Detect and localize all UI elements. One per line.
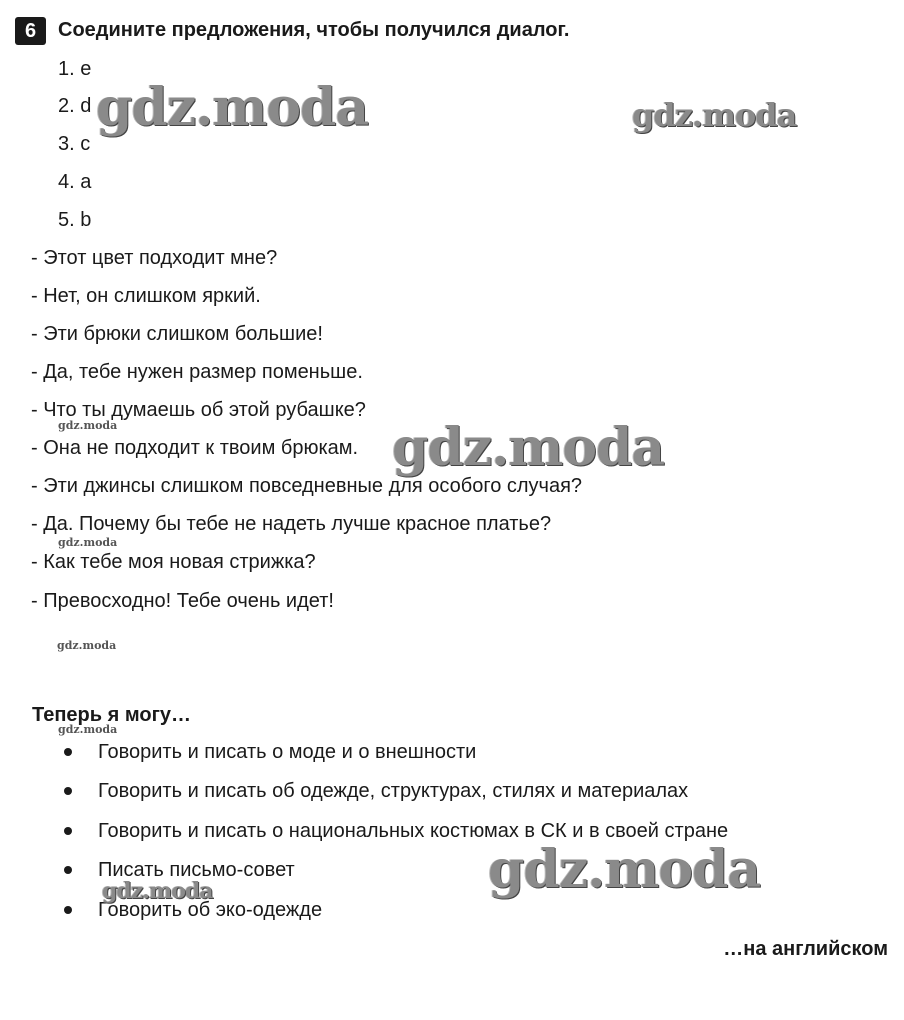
dialogue-line: - Она не подходит к твоим брюкам. <box>31 437 359 459</box>
skill-item: Говорить об эко-одежде <box>98 899 323 921</box>
dialogue-line: - Что ты думаешь об этой рубашке? <box>31 399 366 421</box>
bullet-icon <box>64 748 72 756</box>
watermark-logo: gdz.moda <box>392 417 665 478</box>
dialogue-line: - Нет, он слишком яркий. <box>31 285 261 307</box>
answer-item: 3. c <box>58 133 91 155</box>
exercise-title: Соедините предложения, чтобы получился диалог. <box>58 19 570 41</box>
bullet-icon <box>64 906 72 914</box>
watermark-logo: gdz.moda <box>96 77 369 138</box>
now-i-can-heading: Теперь я могу… <box>32 704 192 726</box>
bullet-icon <box>64 787 72 795</box>
bullet-icon <box>64 866 72 874</box>
answer-item: 5. b <box>58 209 92 231</box>
answer-item: 1. e <box>58 58 92 80</box>
watermark-logo: gdz.moda <box>632 96 797 134</box>
watermark-logo: gdz.moda <box>58 419 118 432</box>
dialogue-line: - Как тебе моя новая стрижка? <box>31 551 316 573</box>
dialogue-line: - Эти брюки слишком большие! <box>31 323 323 345</box>
answer-item: 2. d <box>58 95 92 117</box>
watermark-logo: gdz.moda <box>58 723 118 736</box>
answer-item: 4. a <box>58 171 92 193</box>
watermark-logo: gdz.moda <box>57 639 117 652</box>
dialogue-line: - Превосходно! Тебе очень идет! <box>31 590 334 612</box>
language-footer: …на английском <box>723 938 888 960</box>
dialogue-line: - Этот цвет подходит мне? <box>31 247 278 269</box>
skill-item: Говорить и писать об одежде, структурах, стилях и материалах <box>98 780 689 802</box>
skill-item: Писать письмо-совет <box>98 859 295 881</box>
dialogue-line: - Эти джинсы слишком повседневные для особого случая? <box>31 475 583 497</box>
skill-item: Говорить и писать о национальных костюмах в СК и в своей стране <box>98 820 729 842</box>
bullet-icon <box>64 827 72 835</box>
watermark-logo: gdz.moda <box>58 536 118 549</box>
exercise-number-badge: 6 <box>15 17 46 45</box>
dialogue-line: - Да, тебе нужен размер поменьше. <box>31 361 363 383</box>
dialogue-line: - Да. Почему бы тебе не надеть лучше красное платье? <box>31 513 552 535</box>
skill-item: Говорить и писать о моде и о внешности <box>98 741 477 763</box>
watermark-logo: gdz.moda <box>102 878 213 904</box>
watermark-logo: gdz.moda <box>488 839 761 900</box>
